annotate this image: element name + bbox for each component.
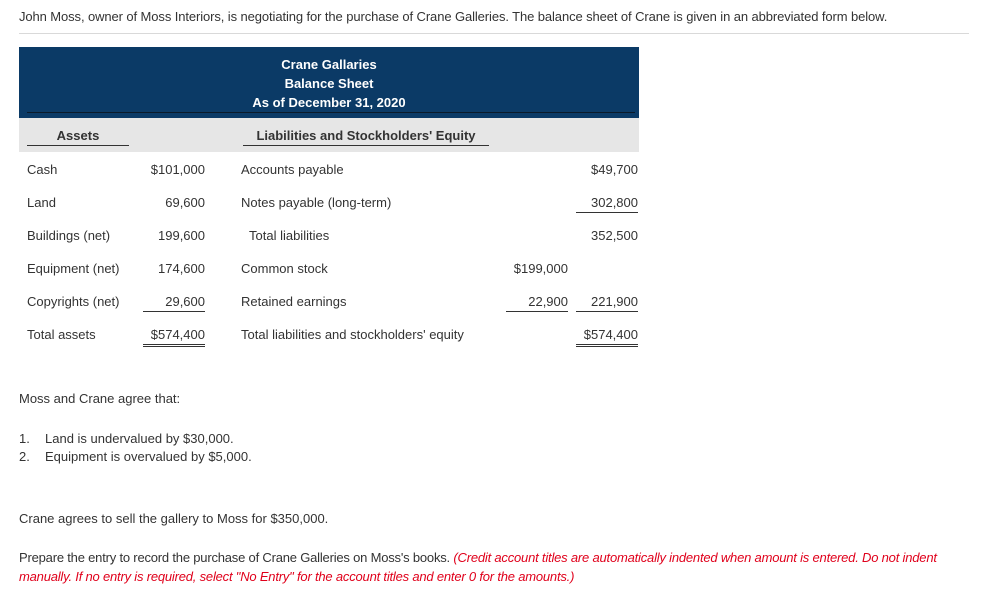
header-underline [27,112,635,113]
instructions [19,548,979,586]
agree-text: Moss and Crane agree that: [19,391,181,406]
list-item [19,448,252,466]
asset-total-label: Total assets [27,327,96,342]
equity-total-amount: 221,900 [576,294,638,312]
list-number: 1. [19,431,30,446]
intro-text: John Moss, owner of Moss Interiors, is negotiating for the purchase of Crane Galleries. The balance sheet of Crane is given in an abbreviated form below. [19,9,888,24]
statement-date: As of December 31, 2020 [252,95,406,110]
balance-sheet-subheader [19,118,639,152]
liabilities-heading: Liabilities and Stockholders' Equity [243,128,489,146]
intro-divider [19,33,969,34]
liability-label: Notes payable (long-term) [241,195,392,210]
statement-title: Balance Sheet [284,76,374,91]
assets-heading: Assets [27,128,129,146]
list-number: 2. [19,449,30,464]
instructions-note: (Credit account titles are automatically indented when amount is entered. Do not indent manually. If no entry is required, select "No Entry" for the account titles and enter 0 for the amounts.) [19,550,937,584]
asset-amount: 199,600 [158,228,205,243]
list-text: Equipment is overvalued by $5,000. [45,449,252,464]
sell-text: Crane agrees to sell the gallery to Moss for $350,000. [19,511,329,526]
agreement-list [19,430,252,466]
liability-subtotal-label: Total liabilities [249,228,330,243]
equity-label: Retained earnings [241,294,347,309]
asset-label: Land [27,195,56,210]
liability-subtotal-amount: 352,500 [591,228,638,243]
liability-label: Accounts payable [241,162,344,177]
equity-amount: $199,000 [513,261,568,276]
liab-equity-total-label: Total liabilities and stockholders' equity [241,327,464,342]
liability-amount: $49,700 [591,162,638,177]
asset-label: Buildings (net) [27,228,111,243]
list-item [19,430,252,448]
asset-amount: 29,600 [143,294,205,312]
asset-total-amount: $574,400 [143,327,205,347]
list-text: Land is undervalued by $30,000. [45,431,234,446]
liability-amount: 302,800 [576,195,638,213]
company-name: Crane Gallaries [281,57,377,72]
equity-amount: 22,900 [506,294,568,312]
asset-label: Copyrights (net) [27,294,120,309]
instructions-main: Prepare the entry to record the purchase of Crane Galleries on Moss's books. [19,550,450,565]
liab-equity-total-amount: $574,400 [576,327,638,347]
asset-amount: $101,000 [150,162,205,177]
asset-amount: 174,600 [158,261,205,276]
asset-label: Cash [27,162,58,177]
balance-sheet-header [19,47,639,118]
equity-label: Common stock [241,261,328,276]
asset-amount: 69,600 [165,195,205,210]
asset-label: Equipment (net) [27,261,120,276]
